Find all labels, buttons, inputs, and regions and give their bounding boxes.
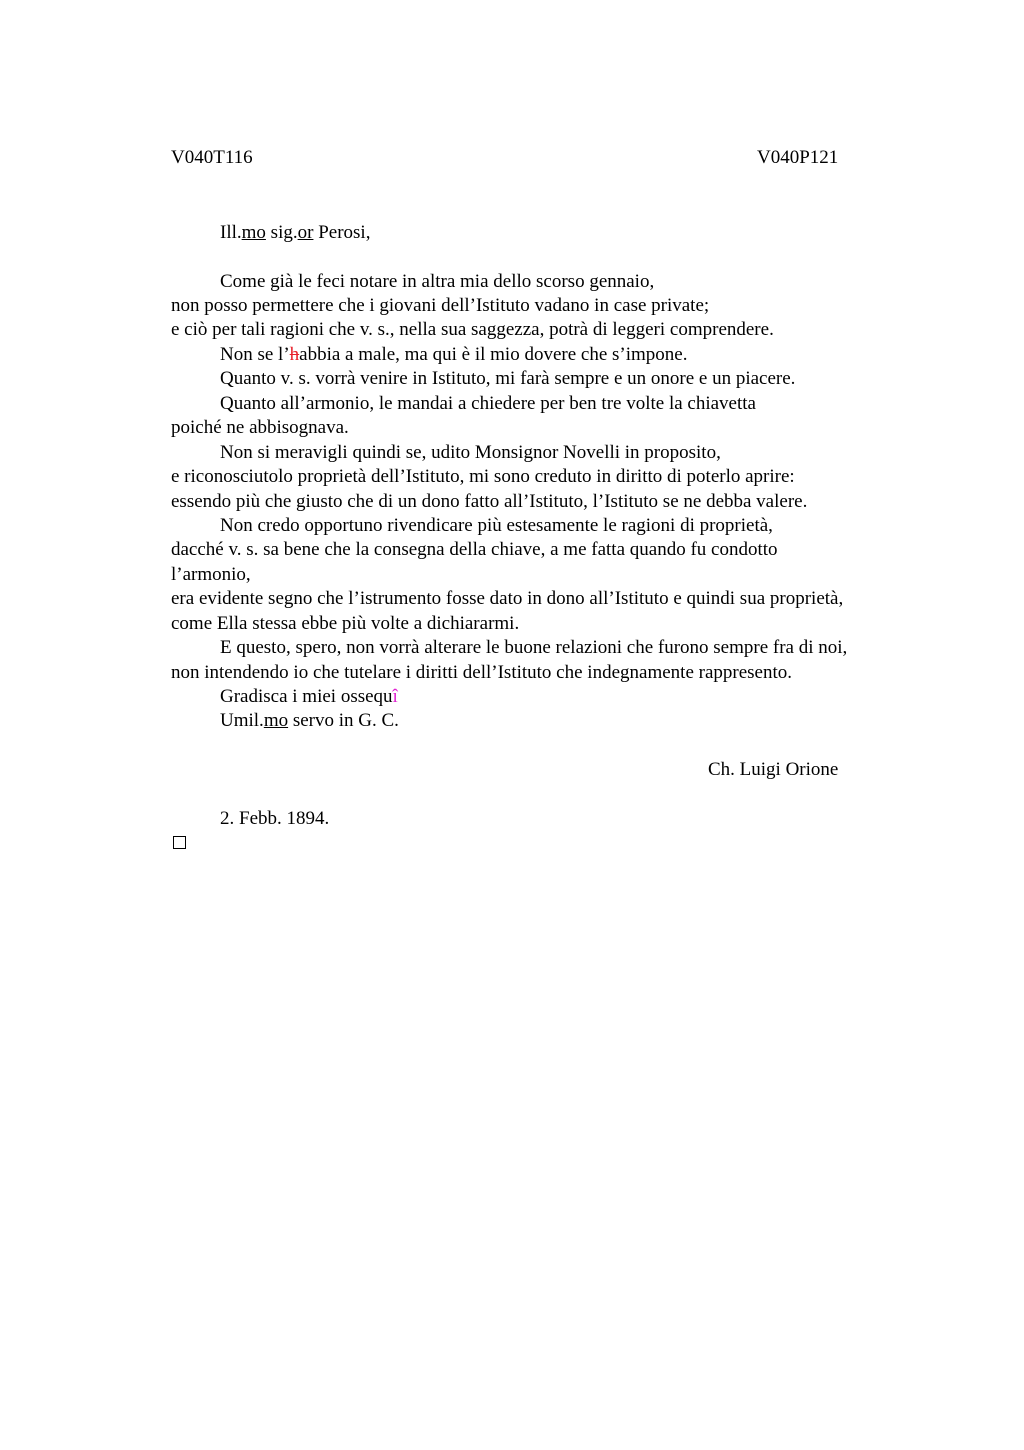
deleted-letter: h	[289, 344, 300, 365]
document-code-left: V040T116	[171, 147, 253, 168]
body-line-18	[220, 685, 398, 709]
edited-letter: î	[392, 686, 398, 707]
body-line-5: Quanto v. s. vorrà venire in Istituto, mi farà sempre e un onore e un piacere.	[220, 368, 796, 389]
body-line-2: non posso permettere che i giovani dell’Istituto vadano in case private;	[171, 295, 710, 316]
body-line-4	[220, 343, 687, 367]
body-line-3: e ciò per tali ragioni che v. s., nella sua saggezza, potrà di leggeri comprendere.	[171, 319, 774, 340]
salutation	[220, 221, 370, 245]
body-line-6: Quanto all’armonio, le mandai a chiedere per ben tre volte la chiavetta	[220, 393, 756, 414]
body-line-10: essendo più che giusto che di un dono fatto all’Istituto, l’Istituto se ne debba valere.	[171, 491, 808, 512]
salutation-name: Perosi,	[313, 222, 371, 243]
body-line-15: come Ella stessa ebbe più volte a dichiararmi.	[171, 613, 520, 634]
body-line-1: Come già le feci notare in altra mia dello scorso gennaio,	[220, 271, 655, 292]
closing-prefix: Umil.	[220, 710, 264, 731]
body-line-16: E questo, spero, non vorrà alterare le buone relazioni che furono sempre fra di noi,	[220, 637, 848, 658]
document-code-right: V040P121	[757, 147, 839, 168]
signature: Ch. Luigi Orione	[708, 759, 839, 780]
salutation-prefix: Ill.	[220, 222, 242, 243]
closing-line	[220, 709, 399, 733]
salutation-abbrev-2: or	[297, 222, 314, 243]
salutation-abbrev-1: mo	[241, 222, 266, 243]
body-line-4-end: abbia a male, ma qui è il mio dovere che s’impone.	[299, 344, 688, 365]
closing-rest: servo in G. C.	[288, 710, 399, 731]
closing-abbrev: mo	[263, 710, 289, 731]
salutation-mid: sig.	[265, 222, 298, 243]
body-line-8: Non si meravigli quindi se, udito Monsignor Novelli in proposito,	[220, 442, 721, 463]
body-line-17: non intendendo io che tutelare i diritti dell’Istituto che indegnamente rappresento.	[171, 662, 792, 683]
letter-date: 2. Febb. 1894.	[220, 808, 330, 829]
body-line-13: l’armonio,	[171, 564, 251, 585]
body-line-4-start: Non se l’	[220, 344, 290, 365]
empty-box-icon	[173, 836, 186, 849]
body-line-11: Non credo opportuno rivendicare più estesamente le ragioni di proprietà,	[220, 515, 773, 536]
body-line-9: e riconosciutolo proprietà dell’Istituto, mi sono creduto in diritto di poterlo aprire:	[171, 466, 795, 487]
body-line-18-text: Gradisca i miei ossequ	[220, 686, 393, 707]
body-line-12: dacché v. s. sa bene che la consegna della chiave, a me fatta quando fu condotto	[171, 539, 778, 560]
body-line-14: era evidente segno che l’istrumento fosse dato in dono all’Istituto e quindi sua proprietà,	[171, 588, 844, 609]
body-line-7: poiché ne abbisognava.	[171, 417, 349, 438]
